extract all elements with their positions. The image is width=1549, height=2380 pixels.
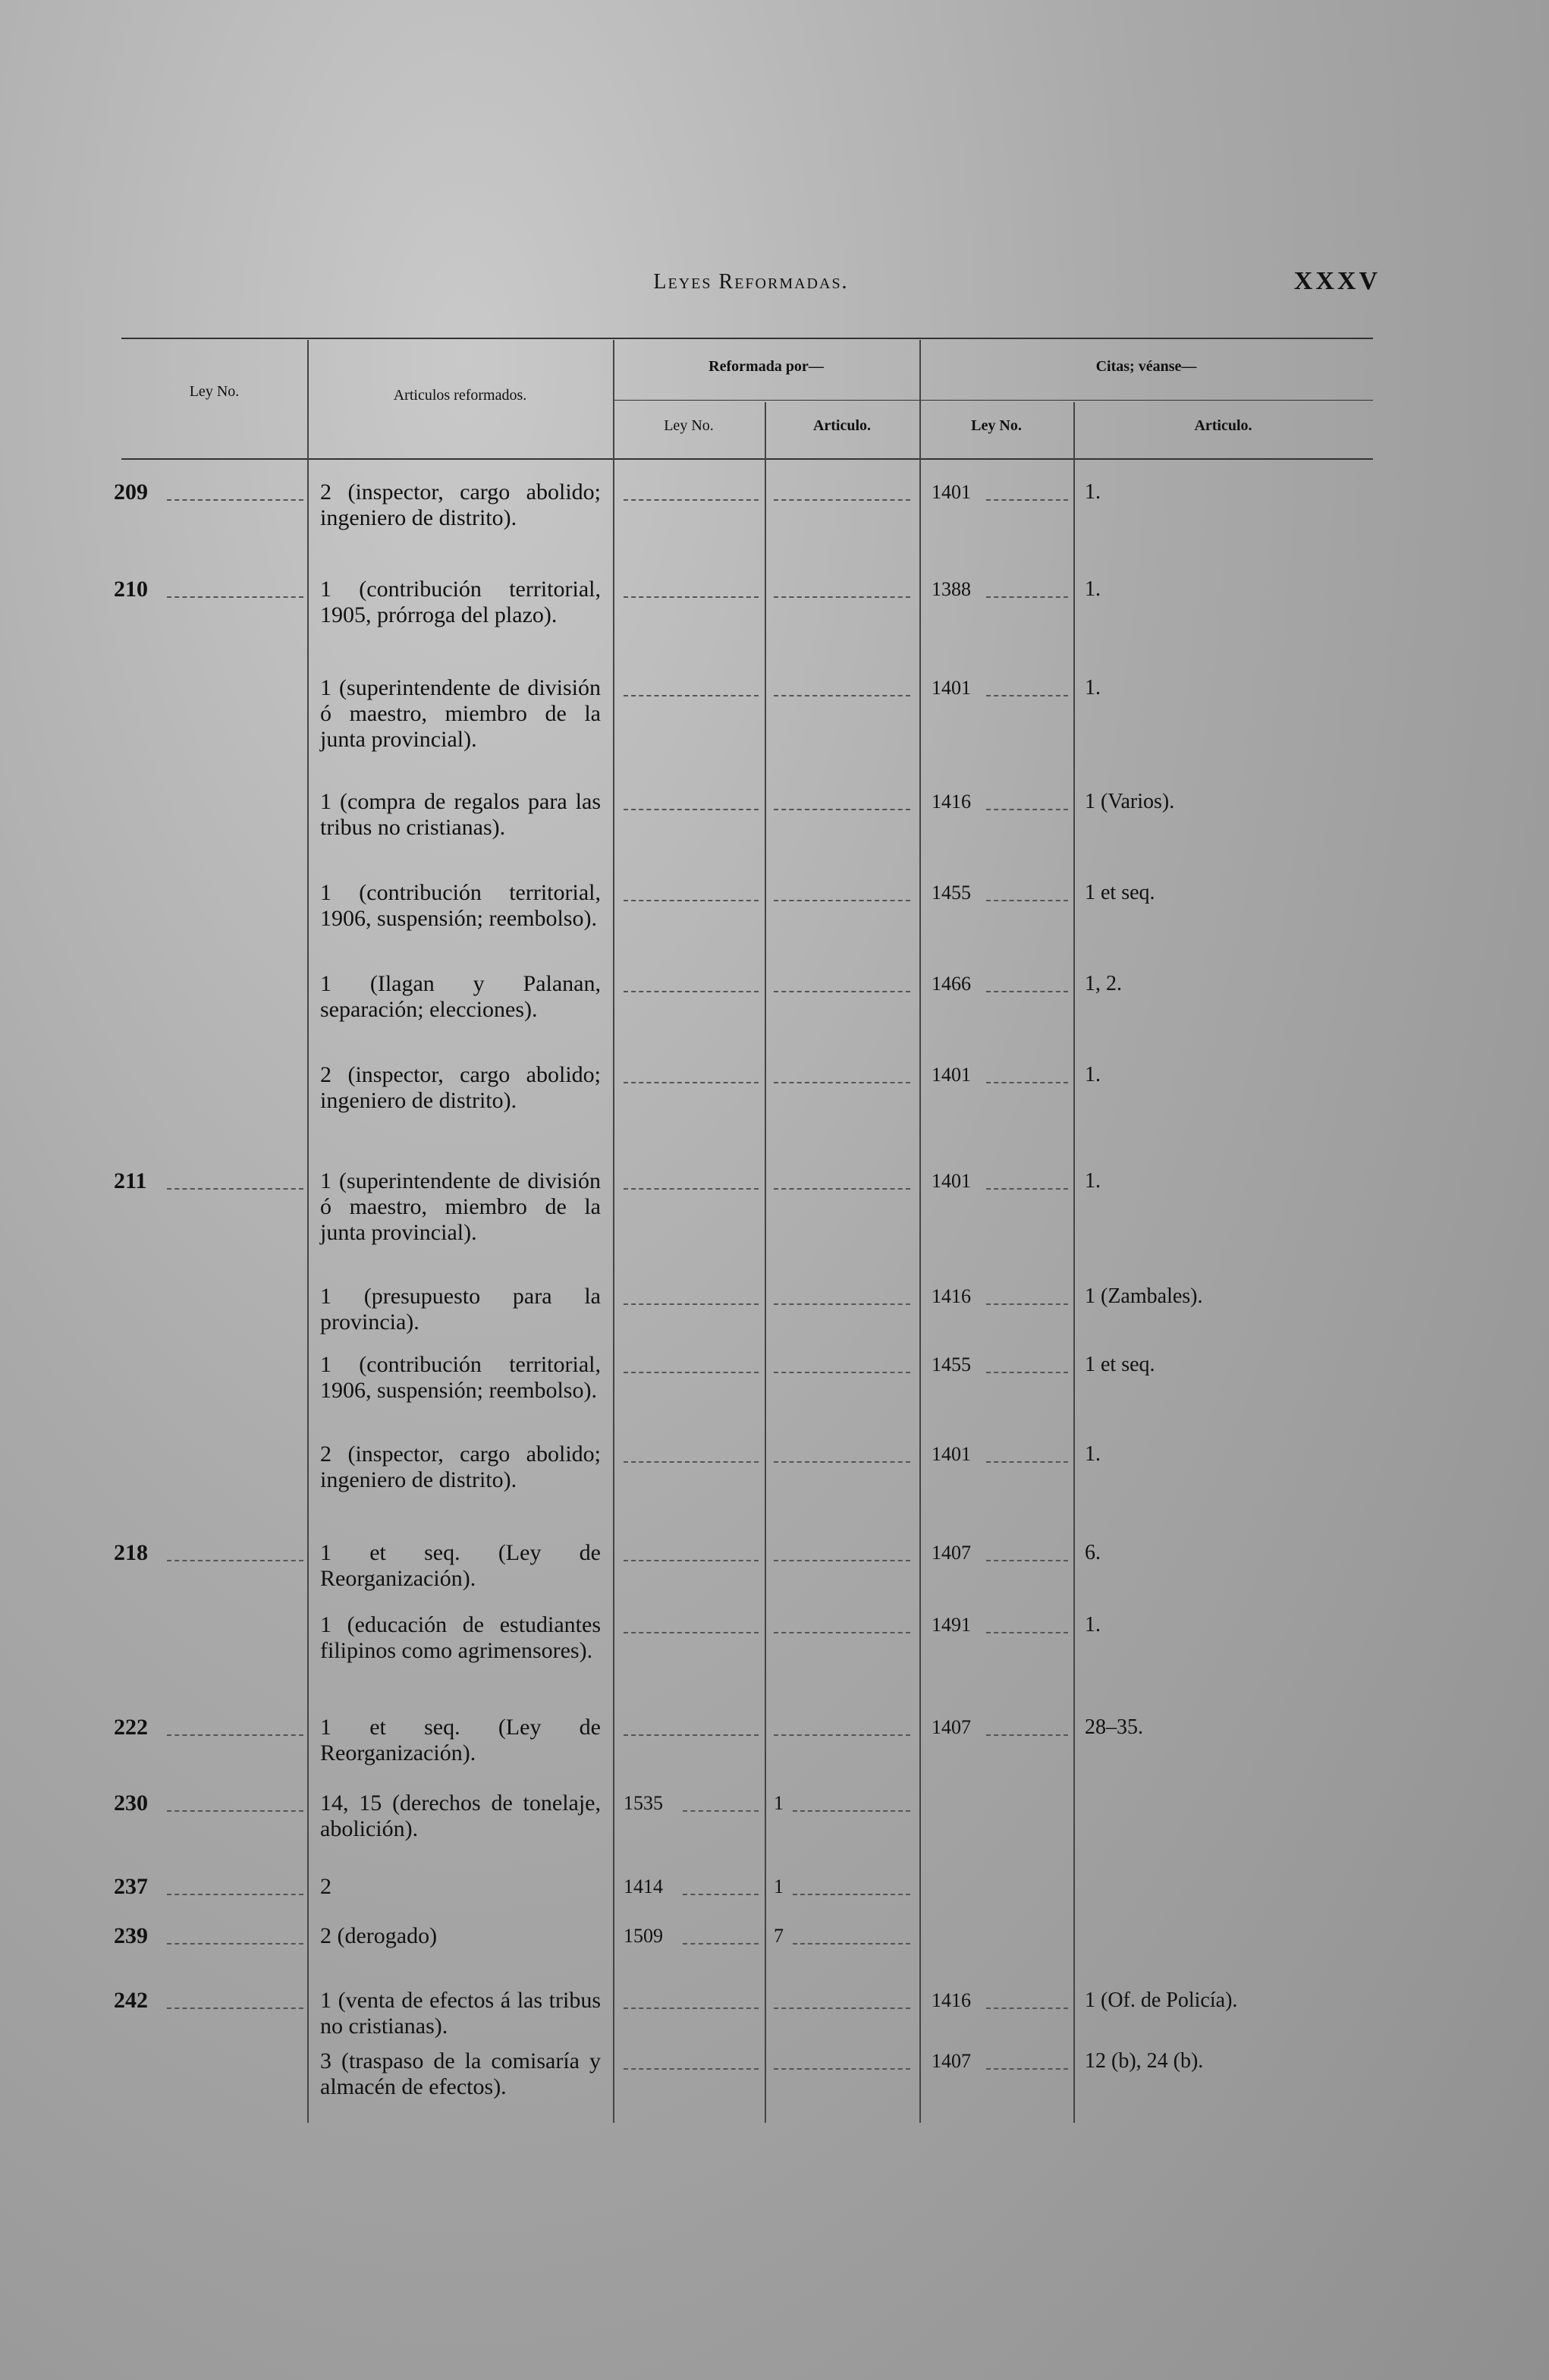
articulo-cell: 1 (Ilagan y Palanan, separación; elecciones). [320, 971, 601, 1022]
leader-dots [774, 1188, 910, 1190]
leader-dots [167, 499, 303, 501]
articulo-cell: 2 (inspector, cargo abolido; ingeniero de distrito). [320, 1442, 601, 1492]
cit-articulo-cell: 28–35. [1085, 1715, 1143, 1739]
leader-dots [986, 1560, 1068, 1561]
leader-dots [986, 1372, 1068, 1373]
leader-dots [774, 900, 910, 901]
cit-articulo-cell: 1. [1085, 1169, 1101, 1193]
cit-articulo-cell: 6. [1085, 1541, 1101, 1564]
table-top-rule [121, 338, 1373, 339]
leader-dots [624, 1560, 759, 1561]
cit-ley-cell: 1407 [932, 1542, 971, 1564]
col-divider-1 [307, 340, 309, 2123]
articulo-cell: 1 (compra de regalos para las tribus no cristianas). [320, 789, 601, 840]
subheader-rule [613, 400, 1373, 401]
cit-ley-cell: 1416 [932, 1989, 971, 2011]
leader-dots [774, 991, 910, 992]
leader-dots [774, 809, 910, 810]
leader-dots [986, 1461, 1068, 1463]
ley-cell: 209 [114, 479, 148, 505]
articulo-cell: 1 (superintendente de división ó maestro, miembro de la junta provincial). [320, 675, 601, 752]
ley-cell: 239 [114, 1923, 148, 1948]
leader-dots [624, 596, 759, 598]
cit-ley-cell: 1407 [932, 1716, 971, 1738]
leader-dots [774, 1632, 910, 1633]
leader-dots [167, 1894, 303, 1895]
articulo-cell: 1 (educación de estudiantes filipinos como agrimensores). [320, 1612, 601, 1663]
leader-dots [167, 2007, 303, 2009]
cit-ley-cell: 1416 [932, 1285, 971, 1307]
cit-articulo-cell: 1. [1085, 480, 1101, 504]
cit-articulo-cell: 1 (Of. de Policía). [1085, 1989, 1238, 2012]
leader-dots [683, 1894, 759, 1895]
cit-articulo-cell: 1 et seq. [1085, 881, 1155, 904]
leader-dots [774, 695, 910, 696]
ley-cell: 211 [114, 1168, 147, 1193]
articulo-cell: 1 et seq. (Ley de Reorganización). [320, 1540, 601, 1591]
col-divider-2 [613, 340, 614, 2123]
ley-cell: 237 [114, 1874, 148, 1899]
ref-articulo-cell: 7 [774, 1925, 784, 1947]
col-header-ref-ley: Ley No. [664, 417, 714, 434]
cit-ley-cell: 1401 [932, 1064, 971, 1086]
cit-ley-cell: 1401 [932, 1170, 971, 1192]
leader-dots [624, 1734, 759, 1736]
ref-ley-cell: 1535 [624, 1792, 663, 1814]
leader-dots [624, 2068, 759, 2070]
cit-articulo-cell: 1. [1085, 1063, 1101, 1086]
leader-dots [986, 1082, 1068, 1083]
leader-dots [986, 695, 1068, 696]
articulo-cell: 1 (venta de efectos á las tribus no cristianas). [320, 1988, 601, 2039]
leader-dots [167, 1188, 303, 1190]
leader-dots [986, 1303, 1068, 1305]
col-header-reformada: Reformada por— [709, 358, 824, 375]
cit-articulo-cell: 1 et seq. [1085, 1353, 1155, 1376]
ley-cell: 210 [114, 577, 148, 602]
leader-dots [624, 991, 759, 992]
leader-dots [774, 1372, 910, 1373]
col-header-cit-ley: Ley No. [971, 417, 1022, 434]
leader-dots [774, 1082, 910, 1083]
cit-ley-cell: 1416 [932, 791, 971, 813]
leader-dots [793, 1810, 910, 1812]
page-title: Leyes Reformadas. [653, 270, 849, 294]
col-divider-4 [919, 340, 921, 2123]
articulo-cell: 2 [320, 1874, 331, 1899]
leader-dots [624, 1632, 759, 1633]
leader-dots [986, 2068, 1068, 2070]
col-header-ref-articulo: Articulo. [812, 417, 872, 434]
cit-ley-cell: 1401 [932, 677, 971, 699]
col-header-cit-articulo: Articulo. [1194, 417, 1252, 434]
leader-dots [774, 1734, 910, 1736]
leader-dots [624, 1461, 759, 1463]
cit-articulo-cell: 1. [1085, 577, 1101, 601]
articulo-cell: 1 et seq. (Ley de Reorganización). [320, 1715, 601, 1765]
ref-articulo-cell: 1 [774, 1792, 784, 1814]
leader-dots [624, 695, 759, 696]
leader-dots [986, 596, 1068, 598]
articulo-cell: 1 (superintendente de división ó maestro, miembro de la junta provincial). [320, 1168, 601, 1245]
leader-dots [774, 1461, 910, 1463]
ley-cell: 230 [114, 1791, 148, 1816]
leader-dots [774, 2068, 910, 2070]
leader-dots [986, 499, 1068, 501]
articulo-cell: 3 (traspaso de la comisaría y almacén de efectos). [320, 2048, 601, 2099]
cit-articulo-cell: 1. [1085, 1442, 1101, 1466]
col-divider-5 [1073, 402, 1075, 2123]
leader-dots [624, 2007, 759, 2009]
articulo-cell: 2 (inspector, cargo abolido; ingeniero de distrito). [320, 479, 601, 530]
leader-dots [624, 499, 759, 501]
leader-dots [793, 1894, 910, 1895]
leader-dots [986, 1632, 1068, 1633]
leader-dots [986, 1734, 1068, 1736]
leader-dots [774, 596, 910, 598]
leader-dots [624, 1372, 759, 1373]
articulo-cell: 14, 15 (derechos de tonelaje, abolición). [320, 1791, 601, 1841]
ref-articulo-cell: 1 [774, 1875, 784, 1897]
leader-dots [986, 1188, 1068, 1190]
ref-ley-cell: 1414 [624, 1875, 663, 1897]
cit-ley-cell: 1388 [932, 578, 971, 600]
cit-ley-cell: 1455 [932, 882, 971, 904]
leader-dots [624, 1188, 759, 1190]
articulo-cell: 1 (contribución territorial, 1906, suspensión; reembolso). [320, 1352, 601, 1403]
leader-dots [774, 1560, 910, 1561]
cit-articulo-cell: 12 (b), 24 (b). [1085, 2049, 1204, 2073]
ref-ley-cell: 1509 [624, 1925, 663, 1947]
cit-ley-cell: 1401 [932, 481, 971, 503]
col-header-ley: Ley No. [189, 383, 240, 400]
ley-cell: 222 [114, 1715, 148, 1740]
leader-dots [986, 991, 1068, 992]
leader-dots [167, 1943, 303, 1945]
leader-dots [986, 2007, 1068, 2009]
cit-ley-cell: 1407 [932, 2050, 971, 2072]
leader-dots [624, 1082, 759, 1083]
col-divider-3 [765, 402, 766, 2123]
leader-dots [774, 499, 910, 501]
leader-dots [774, 1303, 910, 1305]
cit-ley-cell: 1491 [932, 1614, 971, 1636]
leader-dots [167, 1560, 303, 1561]
leader-dots [683, 1943, 759, 1945]
leader-dots [167, 1810, 303, 1812]
leader-dots [774, 2007, 910, 2009]
leader-dots [624, 809, 759, 810]
cit-articulo-cell: 1, 2. [1085, 972, 1122, 995]
leader-dots [986, 900, 1068, 901]
ley-cell: 218 [114, 1540, 148, 1565]
leader-dots [986, 809, 1068, 810]
cit-articulo-cell: 1 (Zambales). [1085, 1284, 1203, 1308]
cit-articulo-cell: 1 (Varios). [1085, 790, 1175, 813]
articulo-cell: 1 (contribución territorial, 1906, suspensión; reembolso). [320, 880, 601, 931]
articulo-cell: 1 (presupuesto para la provincia). [320, 1284, 601, 1335]
leader-dots [167, 596, 303, 598]
col-header-citas: Citas; véanse— [1095, 358, 1197, 375]
ley-cell: 242 [114, 1988, 148, 2013]
cit-articulo-cell: 1. [1085, 1613, 1101, 1636]
articulo-cell: 1 (contribución territorial, 1905, prórroga del plazo). [320, 577, 601, 627]
page-number: XXXV [1293, 267, 1381, 295]
cit-articulo-cell: 1. [1085, 676, 1101, 700]
leader-dots [683, 1810, 759, 1812]
header-bottom-rule [121, 458, 1373, 460]
articulo-cell: 2 (inspector, cargo abolido; ingeniero de distrito). [320, 1062, 601, 1113]
cit-ley-cell: 1466 [932, 973, 971, 995]
cit-ley-cell: 1455 [932, 1353, 971, 1375]
col-header-articulos: Articulos reformados. [393, 387, 527, 404]
articulo-cell: 2 (derogado) [320, 1923, 438, 1948]
cit-ley-cell: 1401 [932, 1443, 971, 1465]
leader-dots [624, 900, 759, 901]
leader-dots [793, 1943, 910, 1945]
leader-dots [624, 1303, 759, 1305]
leader-dots [167, 1734, 303, 1736]
